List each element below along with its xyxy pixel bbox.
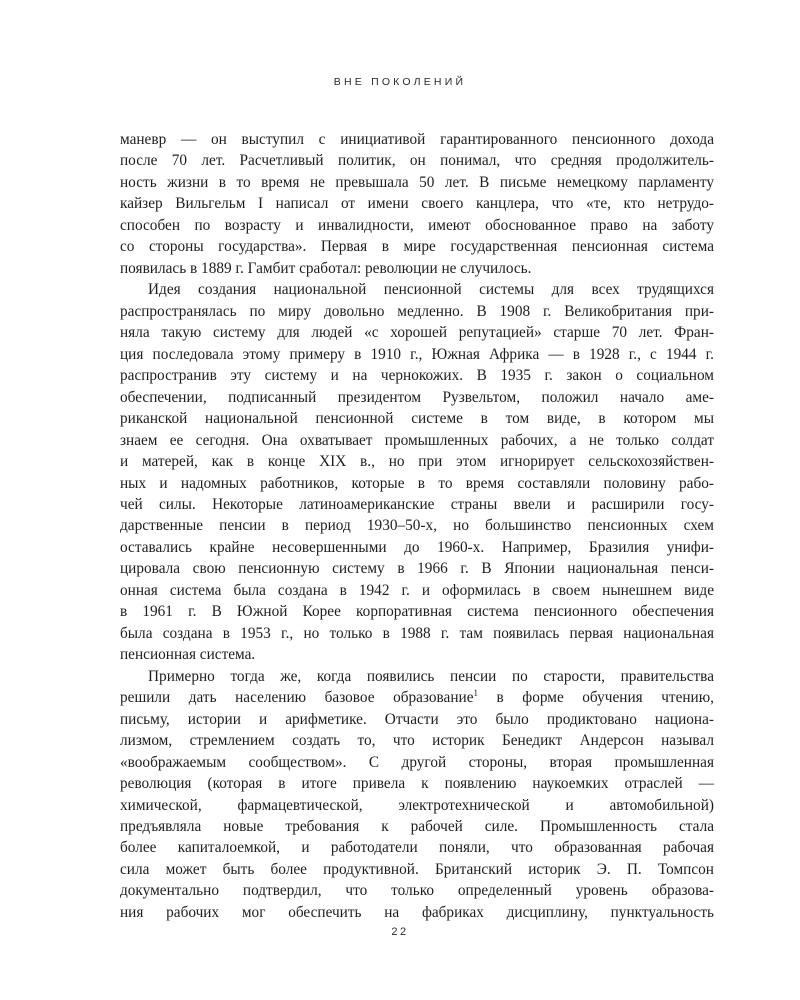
running-head: ВНЕ ПОКОЛЕНИЙ [333, 76, 467, 88]
text-segment: в форме обучения чтению, [478, 689, 714, 707]
text-line: химической, фармацевтической, электротехнической и автомобильной) [120, 796, 714, 814]
text-line: и матерей, как в конце XIX в., но при этом игнорирует сельскохозяйствен- [120, 453, 714, 471]
body-text [120, 129, 714, 923]
text-line: «воображаемым сообществом». С другой стороны, вторая промышленная [120, 753, 714, 771]
text-line: дарственные пенсии в период 1930–50-х, но большинство пенсионных схем [120, 517, 714, 535]
text-line: способен по возрасту и инвалидности, имеют обоснованное право на заботу [120, 216, 714, 234]
text-line: кайзер Вильгельм I написал от имени своего канцлера, что «те, кто нетрудо- [120, 195, 714, 213]
text-line: оставались крайне несовершенными до 1960-х. Например, Бразилия унифи- [120, 538, 714, 556]
text-line: революция (которая в итоге привела к появлению наукоемких отраслей — [120, 775, 714, 793]
text-line: онная система была создана в 1942 г. и оформилась в своем нынешнем виде [120, 581, 714, 599]
text-line: предъявляла новые требования к рабочей силе. Промышленность стала [120, 818, 714, 835]
text-line: няла такую систему для людей «с хорошей репутацией» старше 70 лет. Фран- [120, 324, 714, 342]
text-line: ния рабочих мог обеспечить на фабриках дисциплину, пунктуальность [120, 903, 714, 921]
text-line: документально подтвердил, что только определенный уровень образова- [120, 882, 714, 900]
footnote-marker[interactable]: 1 [473, 688, 479, 699]
text-line: в 1961 г. В Южной Корее корпоративная система пенсионного обеспечения [120, 603, 714, 621]
text-line: маневр — он выступил с инициативой гарантированного пенсионного дохода [120, 131, 714, 148]
text-line: Идея создания национальной пенсионной системы для всех трудящихся [148, 281, 714, 299]
text-line: была создана в 1953 г., но только в 1988 г. там появилась первая национальная [120, 624, 714, 642]
text-line: цировала свою пенсионную систему в 1966 г. В Японии национальная пенси- [120, 560, 714, 578]
text-line: ность жизни в то время не превышала 50 лет. В письме немецкому парламенту [120, 173, 714, 191]
text-line: письму, истории и арифметике. Отчасти это было продиктовано национа- [120, 710, 714, 728]
text-line: чей силы. Некоторые латиноамериканские страны ввели и расширили госу- [120, 495, 714, 513]
text-line: распространялась по миру довольно медленно. В 1908 г. Великобритания при- [120, 302, 714, 320]
page-number: 22 [391, 926, 409, 938]
text-line: риканской национальной пенсионной системе в том виде, в котором мы [120, 410, 714, 428]
text-line: распространив эту систему и на чернокожих. В 1935 г. закон о социальном [120, 367, 714, 385]
text-line: знаем ее сегодня. Она охватывает промышленных рабочих, а не только солдат [120, 431, 714, 449]
text-line: Примерно тогда же, когда появились пенсии по старости, правительства [148, 667, 714, 685]
text-line: ция последовала этому примеру в 1910 г., Южная Африка — в 1928 г., с 1944 г. [120, 345, 714, 363]
text-line: после 70 лет. Расчетливый политик, он понимал, что средняя продолжитель- [120, 152, 714, 170]
text-line-with-footnote [120, 687, 714, 708]
text-line: со стороны государства». Первая в мире государственная пенсионная система [120, 238, 714, 256]
text-line: лизмом, стремлением создать то, что историк Бенедикт Андерсон называл [120, 732, 714, 750]
text-line: пенсионная система. [120, 646, 256, 664]
text-line: появилась в 1889 г. Гамбит сработал: революции не случилось. [120, 259, 532, 277]
text-line: обеспечении, подписанный президентом Рузвельтом, положил начало аме- [120, 388, 714, 406]
text-line: сила может быть более продуктивной. Британский историк Э. П. Томпсон [120, 860, 714, 878]
text-line: ных и надомных работников, которые в то время составляли половину рабо- [120, 474, 714, 492]
text-segment: решили дать населению базовое образование [120, 689, 474, 707]
text-line: более капиталоемкой, и работодатели поняли, что образованная рабочая [120, 839, 714, 857]
